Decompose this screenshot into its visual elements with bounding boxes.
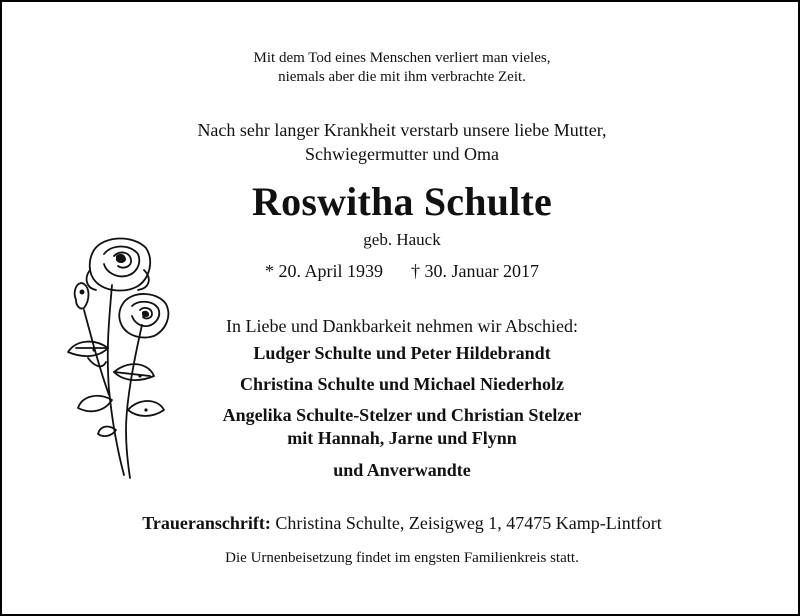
- deceased-name: Roswitha Schulte: [252, 179, 552, 224]
- intro-line-1: Nach sehr langer Krankheit verstarb unsere liebe Mutter,: [197, 120, 607, 140]
- burial-note: Die Urnenbeisetzung findet im engsten Familienkreis statt.: [225, 550, 579, 566]
- address-value: Christina Schulte, Zeisigweg 1, 47475 Kamp-Lintfort: [275, 513, 662, 533]
- mourner-line: mit Hannah, Jarne und Flynn: [287, 428, 517, 448]
- mourner-line: Angelika Schulte-Stelzer und Christian Stelzer: [222, 405, 582, 425]
- birth-date: * 20. April 1939: [265, 261, 384, 281]
- address-label: Traueranschrift:: [142, 513, 271, 533]
- farewell-text: In Liebe und Dankbarkeit nehmen wir Abschied:: [226, 316, 578, 336]
- mourner-line: Christina Schulte und Michael Niederholz: [239, 374, 564, 394]
- mourning-address: [2, 513, 800, 534]
- maiden-name: geb. Hauck: [363, 230, 441, 249]
- intro-line-2: Schwiegermutter und Oma: [305, 144, 499, 164]
- mourner-line: und Anverwandte: [333, 460, 471, 480]
- quote-line-2: niemals aber die mit ihm verbrachte Zeit.: [278, 69, 526, 85]
- rose-icon: [54, 230, 184, 480]
- death-date: † 30. Januar 2017: [411, 261, 539, 281]
- mourner-line: Ludger Schulte und Peter Hildebrandt: [253, 343, 551, 363]
- quote-line-1: Mit dem Tod eines Menschen verliert man vieles,: [253, 50, 551, 66]
